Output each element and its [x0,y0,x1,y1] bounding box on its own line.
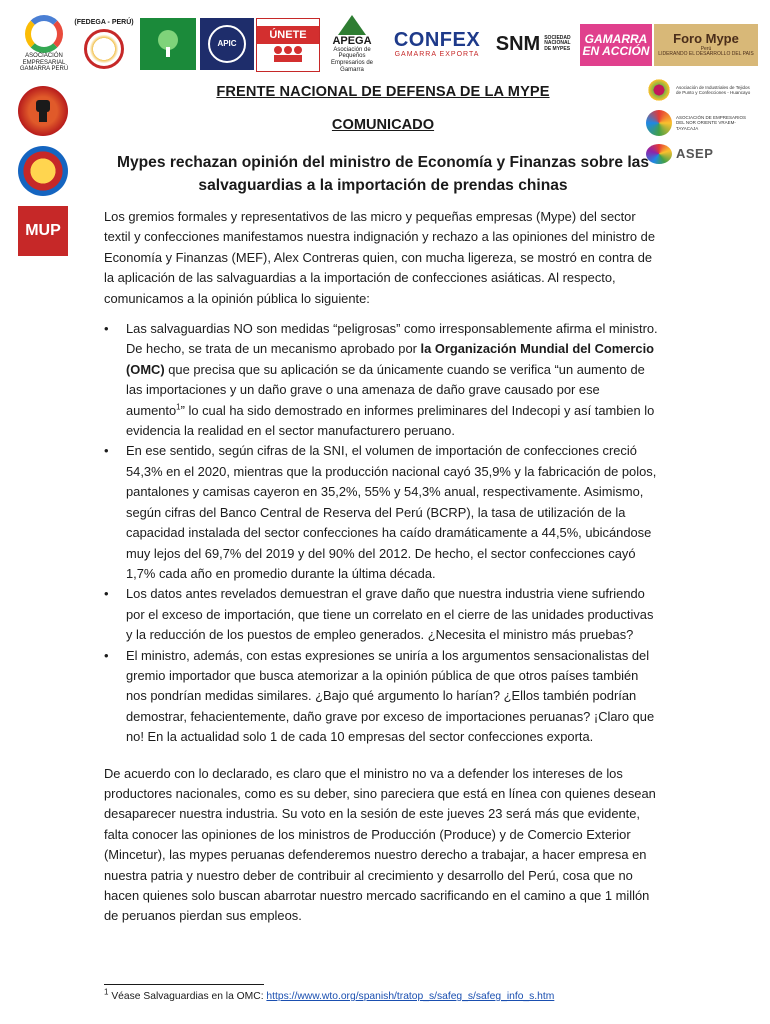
confex-logo [382,14,492,74]
mype-seal-logo [18,146,68,196]
apic-logo [200,18,254,70]
list-item: • Los datos antes revelados demuestran el grave daño que nuestra industria viene sufriendo por el exceso de importación, que tiene un correlato en el cierre de las unidades productivas y la reducción de los puestos de empleo generados. ¿Necesita el ministro más pruebas? [104,584,662,645]
fedega-logo [72,14,136,74]
gamarra-logo-text: ASOCIACIÓN EMPRESARIAL GAMARRA PERÚ [19,53,69,73]
gamarra-logo [14,14,74,74]
green-association-logo [140,18,196,70]
document-type-heading: COMUNICADO [331,117,435,133]
list-item: • El ministro, además, con estas expresiones se uniría a los argumentos sensacionalistas del gremio importador que busca atemorizar a la opinión pública de que otros países también nos pondrían medidas similares. ¿Bajo qué argumento lo harían? ¿Ellos también podrían demostrar, fehacientemente, daño grave por exceso de importaciones peruanas? ¡Claro que no! En la actualidad solo 1 de cada 10 empresas del sector confecciones exporta. [104,646,662,748]
gamarra-en-accion-logo [580,24,652,66]
apega-logo-subtitle: Asociación de Pequeños Empresarios de Gamarra [330,46,374,73]
nor-oriente-association-text: ASOCIACIÓN DE EMPRESARIOS DEL NOR ORIENTE VRAEM-TAYACAJA [676,115,747,131]
unete-logo [256,18,320,72]
footnote-reference[interactable]: 1 [176,402,181,412]
apega-logo-text: APEGA [332,34,372,47]
snm-logo-subtitle: SOCIEDAD NACIONAL DE MYPES [544,34,571,52]
huancayo-association-text: Asociación de Industriales de Tejidos de Punto y Confecciones - Huancayo [676,84,751,95]
asep-logo-text: ASEP [676,145,714,161]
intro-paragraph: Los gremios formales y representativos de las micro y pequeñas empresas (Mype) del sector textil y confecciones manifestamos nuestra indignación y rechazo a las opiniones del ministro de Economía y Finanzas (MEF), Alex Contreras quien, con mucha ligereza, se mostró en contra de la aplicación de las salvaguardias a la importación de confecciones asiáticas. Al respecto, comunicamos a la opinión pública lo siguiente: [104,209,656,306]
foro-mype-logo [654,24,758,66]
bullet-1-text-start: Las salvaguardias NO son medidas “peligrosas” como irresponsablemente afirma el ministro. De hecho, se trata de un mecanismo aprobado por [126,321,658,357]
statement-list [104,319,662,748]
fedega-logo-text: (FEDEGA - PERÚ) [74,19,134,27]
huancayo-association-logo [646,78,754,102]
apega-logo [322,14,382,74]
confex-logo-subtitle: GAMARRA EXPORTA [394,51,480,59]
foro-mype-logo-text: Foro Mype [673,31,739,47]
fedega-seal-icon [84,29,124,69]
fist-icon [32,98,54,124]
communique-body [104,84,662,927]
nor-oriente-association-logo [646,110,754,136]
list-item [104,319,662,441]
sponsor-logo-row [14,14,758,80]
raised-fist-logo [18,86,68,136]
people-icon [268,44,308,64]
footnote-text: Véase Salvaguardias en la OMC: [108,991,267,1002]
asep-logo [646,144,754,164]
list-item: • En ese sentido, según cifras de la SNI, el volumen de importación de confecciones creció 54,3% en el 2020, mientras que la producción nacional cayó 35,9% y la fabricación de polos, pantalones y camisas cayeron en 35,2%, 55% y 54,3% anual, respectivamente. Asimismo, según cifras del Banco Central de Reserva del Perú (BCRP), la tasa de utilización de la capacidad instalada del sector confecciones ha caído dramáticamente a 44,5%, ubicándose muy lejos del 69,7% del 2019 y del 90% del 2012. De hecho, el sector confecciones cayó 1,7% cada año en promedio durante la última década. [104,441,662,584]
confex-logo-text: CONFEX [393,29,481,52]
bullet-1-bold-text: la Organización Mundial del Comercio (OMC) [126,341,655,377]
organization-title: FRENTE NACIONAL DE DEFENSA DE LA MYPE [216,84,550,100]
right-logo-column [646,78,754,172]
mountain-icon [338,15,366,35]
bullet-1-text-middle: que precisa que su aplicación se da únicamente cuando se verifica “un aumento de las importaciones y un daño grave o una amenaza de daño grave causado por ese aumento [126,361,645,418]
mup-logo [18,206,68,256]
snm-logo [494,14,576,74]
footnote [104,987,555,1002]
gamarra-en-accion-logo-text: GAMARRA EN ACCIÓN [582,32,650,58]
foro-mype-logo-subtitle: LIDERANDO EL DESARROLLO DEL PAIS [658,51,754,58]
gamarra-g-icon [25,15,63,53]
left-logo-column [18,86,74,256]
footnote-divider [104,984,264,985]
footnote-link[interactable]: https://www.wto.org/spanish/tratop_s/safeg_s/safeg_info_s.htm [266,991,555,1002]
snm-logo-text: SNM [495,33,541,55]
mup-logo-text: MUP [25,222,61,239]
unete-logo-text: ÚNETE [257,26,319,44]
foro-mype-logo-country: Perú [700,45,712,52]
footnote-number: 1 [104,987,109,997]
bullet-1-text-end: ” lo cual ha sido demostrado en informes preliminares del Indecopi y así tambien lo evidencia la realidad en el sector manufacturero peruano. [126,402,655,439]
tree-icon [151,27,185,61]
apic-logo-text: APIC [208,25,246,63]
closing-paragraph: De acuerdo con lo declarado, es claro que el ministro no va a defender los intereses de los productores nacionales, como es su deber, sino pareciera que está en línea con quienes desean desaparecer nuestra industria. Su voto en la sesión de este jueves 23 será más que evidente, falta conocer las opiniones de los ministros de Producción (Produce) y de Comercio Exterior (Mincetur), las mypes peruanas defenderemos nuestro derecho a trabajar, a hacer empresa en nuestra patria y nuestro deber de contribuir al crecimiento y desarrollo del Perú, cosa que no hacen quienes solo buscan abarrotar nuestro mercado sacrificando en el camino a que 1 millón de peruanos pierdan sus empleos. [104,765,656,924]
headline: Mypes rechazan opinión del ministro de Economía y Finanzas sobre las salvaguardias a la importación de prendas chinas [116,154,650,194]
